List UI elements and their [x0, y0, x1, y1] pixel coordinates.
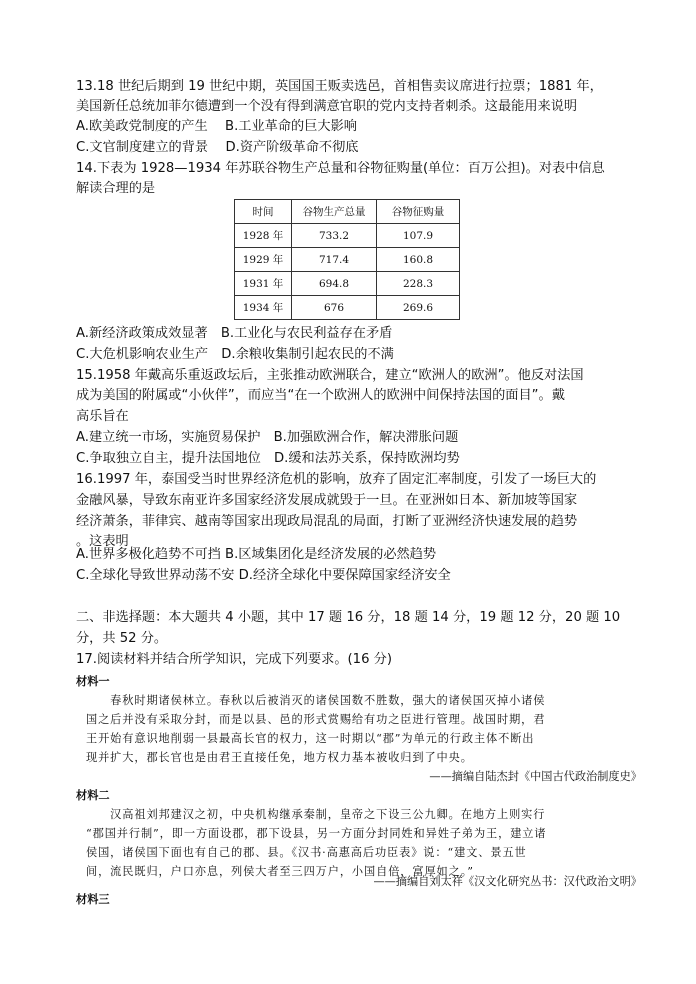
- table-cell: 717.4: [292, 248, 377, 272]
- table-cell: 228.3: [377, 272, 460, 296]
- table-cell: 1928 年: [235, 224, 292, 248]
- q15-option-cd: C.争取独立自主，提升法国地位 D.缓和法苏关系，保持欧洲均势: [76, 451, 460, 466]
- q15-stem-line-1: 15.1958 年戴高乐重返政坛后，主张推动欧洲联合，建立“欧洲人的欧洲”。他反对法国: [76, 368, 584, 383]
- table-row: [235, 248, 460, 272]
- table-header-cell: 时间: [235, 200, 292, 224]
- material-2-label: 材料二: [76, 788, 110, 802]
- material-2-source: ——摘编自刘太祥《汉文化研究丛书：汉代政治文明》: [373, 875, 642, 888]
- q16-stem-line-3: 经济萧条，菲律宾、越南等国家出现政局混乱的局面，打断了亚洲经济快速发展的趋势: [76, 514, 578, 529]
- section2-heading-line-2: 分，共 52 分。: [76, 631, 168, 646]
- q17-stem: 17.阅读材料并结合所学知识，完成下列要求。(16 分): [76, 652, 392, 667]
- material-1-line: 国之后并没有采取分封，而是以县、邑的形式赏赐给有功之臣进行管理。战国时期，君: [86, 713, 546, 726]
- q16-stem-line-2: 金融风暴，导致东南亚许多国家经济发展成就毁于一旦。在亚洲如日本、新加坡等国家: [76, 493, 578, 508]
- material-2-line: 汉高祖刘邦建汉之初，中央机构继承秦制，皇帝之下设三公九卿。在地方上则实行: [86, 808, 546, 821]
- table-header-row: [235, 200, 460, 224]
- table-cell: 733.2: [292, 224, 377, 248]
- table-cell: 1931 年: [235, 272, 292, 296]
- material-2-line: “郡国并行制”，即一方面设郡，郡下设县，另一方面分封同姓和异姓子弟为王，建立诸: [86, 827, 547, 840]
- material-1-line: 现并扩大，郡长官也是由君王直接任免，地方权力基本被收归到了中央。: [86, 751, 473, 764]
- q16-option-ab: A.世界多极化趋势不可挡 B.区域集团化是经济发展的必然趋势: [76, 547, 437, 562]
- q13-option-cd: C.文官制度建立的背景 D.资产阶级革命不彻底: [76, 140, 359, 155]
- material-1-line: 王开始有意识地削弱一县最高长官的权力，这一时期以“郡”为单元的行政主体不断出: [86, 732, 535, 745]
- q14-option-ab: A.新经济政策成效显著 B.工业化与农民利益存在矛盾: [76, 326, 393, 341]
- material-1-line: 春秋时期诸侯林立。春秋以后被消灭的诸侯国数不胜数，强大的诸侯国灭掉小诸侯: [86, 694, 546, 707]
- material-2-line: 间，流民既归，户口亦息，列侯大者至三四万户，小国自倍，富厚如之。”: [86, 865, 474, 878]
- material-3-label: 材料三: [76, 892, 110, 906]
- table-cell: 1934 年: [235, 296, 292, 320]
- q13-option-ab: A.欧美政党制度的产生 B.工业革命的巨大影响: [76, 119, 357, 134]
- table-row: [235, 224, 460, 248]
- table-cell: 1929 年: [235, 248, 292, 272]
- table-row: [235, 272, 460, 296]
- table-cell: 160.8: [377, 248, 460, 272]
- table-cell: 269.6: [377, 296, 460, 320]
- q13-stem-line-2: 美国新任总统加菲尔德遭到一个没有得到满意官职的党内支持者刺杀。这最能用来说明: [76, 99, 578, 114]
- q16-stem-line-4: 。这表明: [76, 534, 129, 549]
- q16-stem-line-1: 16.1997 年，泰国受当时世界经济危机的影响，放弃了固定汇率制度，引发了一场巨大的: [76, 472, 597, 487]
- table-cell: 107.9: [377, 224, 460, 248]
- table-row: [235, 296, 460, 320]
- q14-option-cd: C.大危机影响农业生产 D.余粮收集制引起农民的不满: [76, 347, 394, 362]
- q14-stem-line-2: 解读合理的是: [76, 181, 156, 196]
- q15-option-ab: A.建立统一市场，实施贸易保护 B.加强欧洲合作，解决滞胀问题: [76, 430, 459, 445]
- material-1-source: ——摘编自陆杰封《中国古代政治制度史》: [429, 770, 642, 783]
- q15-stem-line-3: 高乐旨在: [76, 409, 129, 424]
- q13-stem-line-1: 13.18 世纪后期到 19 世纪中期，英国国王贩卖选邑，首相售卖议席进行拉票；1881 年，: [76, 79, 603, 94]
- q14-stem-line-1: 14.下表为 1928—1934 年苏联谷物生产总量和谷物征购量(单位：百万公担)。对表中信息: [76, 161, 605, 176]
- material-1-label: 材料一: [76, 674, 110, 688]
- material-2-line: 侯国，诸侯国下面也有自己的郡、县。《汉书·高惠高后功臣表》说：“建文、景五世: [86, 846, 527, 859]
- table-header-cell: 谷物生产总量: [292, 200, 377, 224]
- q15-stem-line-2: 成为美国的附属或“小伙伴”，而应当“在一个欧洲人的欧洲中间保持法国的面目”。戴: [76, 388, 565, 403]
- table-cell: 676: [292, 296, 377, 320]
- section2-heading-line-1: 二、非选择题：本大题共 4 小题，其中 17 题 16 分，18 题 14 分，19 题 12 分，20 题 10: [76, 610, 621, 625]
- grain-table: [234, 199, 460, 320]
- table-header-cell: 谷物征购量: [377, 200, 460, 224]
- table-cell: 694.8: [292, 272, 377, 296]
- q16-option-cd: C.全球化导致世界动荡不安 D.经济全球化中要保障国家经济安全: [76, 568, 451, 583]
